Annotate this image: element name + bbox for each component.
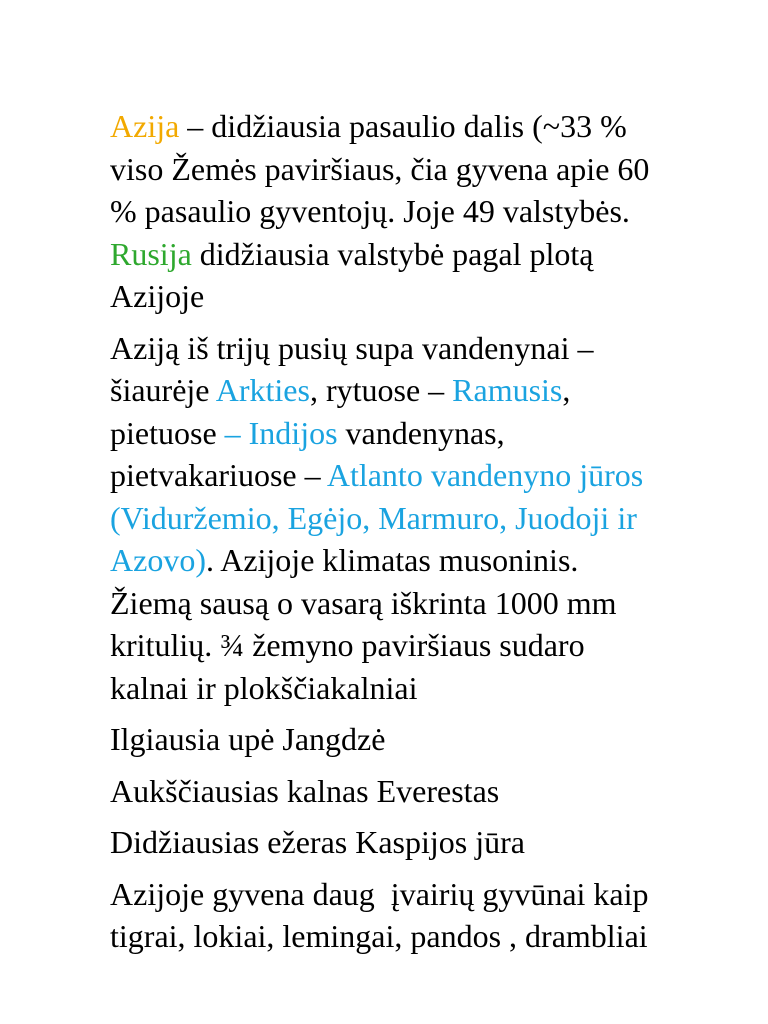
- highlight-arkties: Arkties: [215, 372, 310, 408]
- paragraph-animals: [110, 873, 750, 958]
- text-segment: pietuose: [110, 414, 217, 451]
- text-segment: ,: [562, 372, 571, 408]
- text-line: % pasaulio gyventojų. Joje 49 valstybės.: [110, 193, 630, 229]
- text-line: Aziją iš trijų pusių supa vandenynai –: [110, 329, 594, 366]
- text-line: kalnai ir plokščiakalniai: [110, 669, 418, 706]
- highlight-seas: (Viduržemio, Egėjo, Marmuro, Juodoji ir: [110, 499, 637, 536]
- highlight-azija: Azija: [110, 108, 180, 144]
- text-line: Žiemą sausą o vasarą iškrinta 1000 mm: [110, 584, 617, 621]
- text-line: Azijoje gyvena daug įvairių gyvūnai kaip: [110, 875, 649, 912]
- text-segment: pietvakariuose –: [110, 457, 327, 493]
- text-segment: didžiausia valstybė pagal plotą: [191, 235, 594, 272]
- document-body: [110, 105, 750, 967]
- highlight-ramusis: Ramusis: [452, 372, 563, 408]
- text-line: tigrai, lokiai, lemingai, pandos , drambliai: [110, 918, 648, 954]
- text-segment: šiaurėje: [110, 372, 216, 408]
- text-line: viso Žemės paviršiaus, čia gyvena apie 60: [110, 150, 650, 187]
- text-segment: , rytuose –: [309, 372, 453, 408]
- text-segment: vandenynas,: [337, 414, 505, 451]
- highlight-indijos: – Indijos: [216, 414, 338, 451]
- paragraph-largest-lake: Didžiausias ežeras Kaspijos jūra: [110, 824, 525, 860]
- text-segment: – didžiausia pasaulio dalis (~33 %: [179, 108, 627, 144]
- highlight-azovo: Azovo): [110, 542, 206, 578]
- paragraph-asia-overview: [110, 105, 750, 318]
- paragraph-highest-mountain: Aukščiausias kalnas Everestas: [110, 772, 500, 809]
- paragraph-longest-river: Ilgiausia upė Jangdzė: [110, 721, 386, 757]
- paragraph-oceans-climate: [110, 327, 750, 710]
- highlight-rusija: Rusija: [110, 235, 192, 272]
- text-line: Azijoje: [110, 278, 205, 314]
- text-segment: . Azijoje klimatas musoninis.: [205, 542, 579, 578]
- highlight-atlanto: Atlanto vandenyno jūros: [326, 457, 644, 493]
- text-line: kritulių. ¾ žemyno paviršiaus sudaro: [110, 627, 585, 663]
